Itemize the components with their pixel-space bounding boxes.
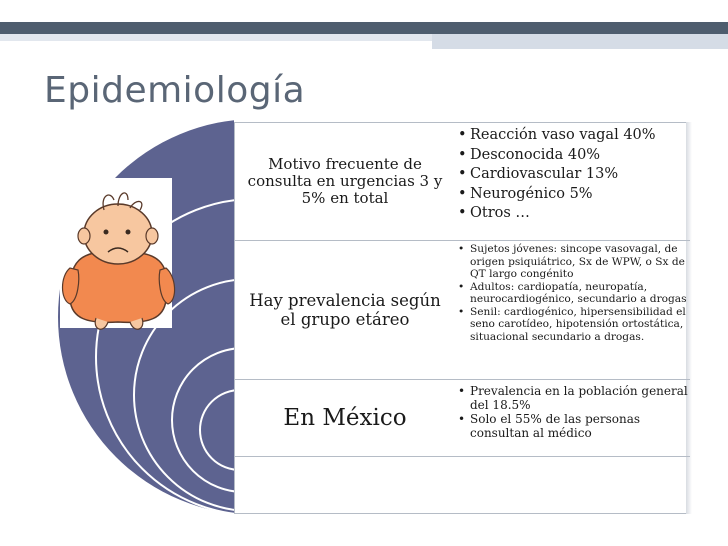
row-bullets [456,241,690,381]
list-item: • Desconocida 40% [456,146,690,166]
row-label [234,122,456,240]
bullet-list [456,243,690,343]
list-item: • Adultos: cardiopatía, neuropatía, neurocardiogénico, secundario a drogas [456,281,690,306]
list-item: • Neurogénico 5% [456,185,690,205]
bullet-list [456,126,690,224]
list-item: • Senil: cardiogénico, hipersensibilidad el seno carotídeo, hipotensión ortostática, situacional secundario a drogas. [456,306,690,344]
row-label [234,241,456,379]
row-divider [234,456,690,457]
table-row [234,241,690,379]
bullet-list [456,384,690,440]
table-row [234,122,690,240]
list-item: • Reacción vaso vagal 40% [456,126,690,146]
row-label-text: Motivo frecuente de consulta en urgencias 3 y 5% en total [247,154,443,207]
sad-baby-icon [60,178,175,329]
list-item: • Prevalencia en la población general del 18.5% [456,384,690,412]
list-item: • Otros … [456,204,690,224]
list-item: • Solo el 55% de las personas consultan al médico [456,412,690,440]
row-label [234,380,456,456]
list-item: • Sujetos jóvenes: sincope vasovagal, de origen psiquiátrico, Sx de WPW, o Sx de QT largo congénito [456,243,690,281]
row-label-text: En México [283,405,407,431]
row-bullets [456,122,690,244]
slide-title: Epidemiología [44,70,306,111]
row-bullets [456,380,690,460]
table-row [234,380,690,456]
row-label-text: Hay prevalencia según el grupo etáreo [249,291,441,329]
list-item: • Cardiovascular 13% [456,165,690,185]
